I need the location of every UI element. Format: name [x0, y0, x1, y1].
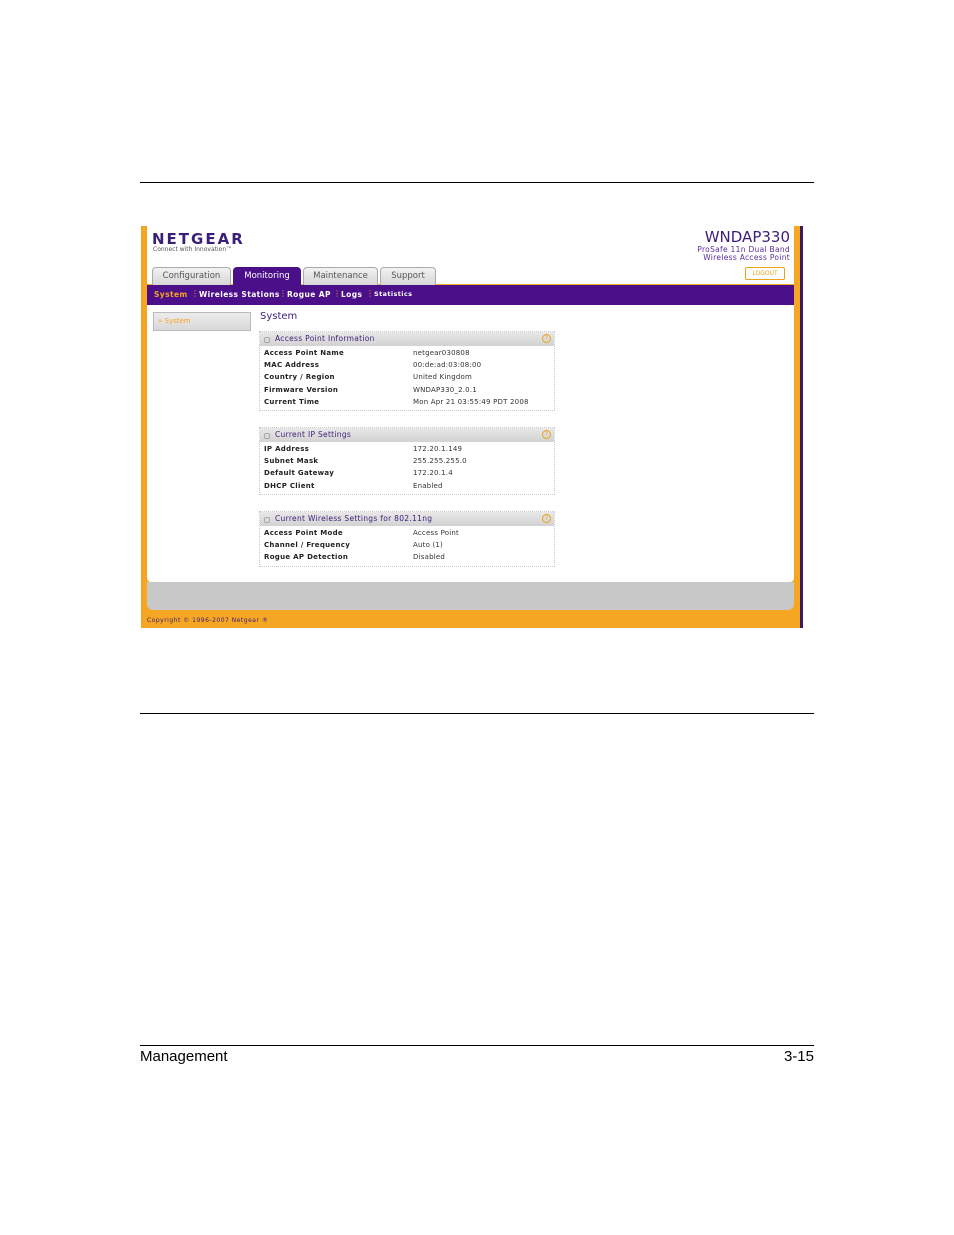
panel-header [260, 428, 554, 442]
field-label: Current Time [264, 397, 320, 406]
subnav-logs[interactable]: Logs [341, 290, 363, 299]
chapter-name: Management [140, 1048, 228, 1065]
subnav-wireless-stations[interactable]: Wireless Stations [199, 290, 280, 299]
field-label: IP Address [264, 445, 310, 453]
admin-screenshot [141, 226, 803, 628]
field-label: Default Gateway [264, 469, 335, 478]
table-row [260, 359, 554, 371]
field-value: Access Point [413, 529, 459, 537]
tab-configuration[interactable]: Configuration [152, 267, 231, 285]
content-footer-bar [147, 582, 794, 610]
subnav-separator: ⋮ [366, 289, 374, 298]
sub-navigation [147, 285, 794, 305]
field-label: Subnet Mask [264, 457, 319, 466]
table-row [260, 371, 554, 383]
panel-title: Current IP Settings [275, 430, 352, 439]
field-label: Rogue AP Detection [264, 553, 349, 562]
field-value: Mon Apr 21 03:55:49 PDT 2008 [413, 397, 529, 406]
field-label: Country / Region [264, 373, 335, 382]
wireless-settings-panel [259, 511, 555, 567]
field-label: Access Point Name [264, 349, 345, 357]
table-row [260, 527, 554, 539]
field-value: Enabled [413, 481, 443, 490]
panel-title: Access Point Information [275, 334, 375, 343]
field-label: DHCP Client [264, 481, 315, 490]
help-icon[interactable]: ? [542, 430, 551, 439]
app-header [147, 226, 794, 284]
help-icon[interactable]: ? [542, 514, 551, 523]
field-value: 172.20.1.4 [413, 469, 453, 478]
subnav-separator: ⋮ [191, 289, 199, 298]
subnav-separator: ⋮ [279, 289, 287, 298]
panel-header [260, 332, 554, 346]
window-edge [800, 226, 803, 628]
main-content [147, 305, 794, 582]
table-row [260, 467, 554, 479]
top-rule [140, 182, 814, 183]
table-row [260, 443, 554, 455]
page-number: 3-15 [783, 1048, 814, 1065]
panel-header [260, 512, 554, 526]
subnav-rogue-ap[interactable]: Rogue AP [287, 290, 331, 299]
access-point-info-panel [259, 331, 555, 411]
logout-button[interactable]: LOGOUT [745, 267, 785, 280]
subnav-separator: ⋮ [333, 289, 341, 298]
bullet-icon [264, 433, 270, 439]
product-subtitle-2: Wireless Access Point [703, 253, 790, 262]
table-row [260, 347, 554, 359]
bottom-rule [140, 713, 814, 714]
bullet-icon [264, 337, 270, 343]
netgear-logo: NETGEAR [152, 230, 245, 248]
table-row [260, 539, 554, 551]
sidebar-item-text: System [164, 317, 191, 325]
field-value: netgear030808 [413, 349, 470, 357]
table-row [260, 480, 554, 492]
field-label: Firmware Version [264, 385, 339, 394]
tab-support[interactable]: Support [380, 267, 436, 285]
table-row [260, 384, 554, 396]
field-label: MAC Address [264, 361, 320, 370]
table-row [260, 455, 554, 467]
field-value: Auto (1) [413, 541, 443, 550]
field-value: Disabled [413, 553, 446, 562]
footer-rule [140, 1045, 814, 1046]
subnav-statistics[interactable]: Statistics [374, 290, 413, 298]
tab-monitoring[interactable]: Monitoring [233, 267, 301, 285]
field-value: United Kingdom [413, 373, 472, 382]
field-label: Access Point Mode [264, 529, 343, 537]
help-icon[interactable]: ? [542, 334, 551, 343]
subnav-system[interactable]: System [154, 290, 188, 299]
ip-settings-panel [259, 427, 555, 495]
field-value: 172.20.1.149 [413, 445, 463, 453]
product-subtitle-1: ProSafe 11n Dual Band [697, 245, 790, 254]
field-label: Channel / Frequency [264, 541, 351, 550]
tab-maintenance[interactable]: Maintenance [303, 267, 378, 285]
field-value: WNDAP330_2.0.1 [413, 385, 477, 394]
sidebar-item-system[interactable] [153, 312, 251, 331]
page-title: System [260, 311, 298, 322]
copyright-text: Copyright © 1996-2007 Netgear ® [147, 617, 269, 624]
panel-title: Current Wireless Settings for 802.11ng [275, 514, 433, 523]
table-row [260, 551, 554, 563]
model-name: WNDAP330 [704, 228, 790, 246]
field-value: 255.255.255.0 [413, 457, 467, 466]
sidebar-item-label: » System [158, 317, 191, 325]
field-value: 00:de:ad:03:08:00 [413, 361, 482, 370]
table-row [260, 396, 554, 408]
logo-tagline: Connect with Innovation™ [153, 246, 233, 253]
bullet-icon [264, 517, 270, 523]
